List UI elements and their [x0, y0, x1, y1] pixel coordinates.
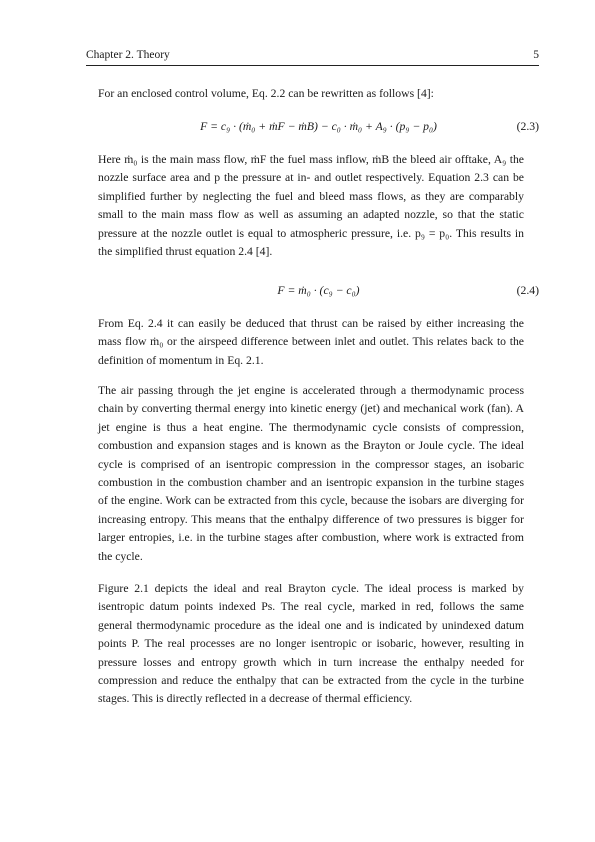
- paragraph-4-block: [98, 580, 524, 709]
- intro-paragraph: For an enclosed control volume, Eq. 2.2 can be rewritten as follows [4]:: [98, 87, 434, 100]
- equation-2-3: [98, 120, 539, 138]
- equation-2-4: [98, 284, 539, 302]
- paragraph-1-block: [98, 151, 524, 261]
- equation-2-3-number: (2.3): [516, 120, 539, 133]
- paragraph-2-block: [98, 315, 524, 370]
- equation-2-4-expression: F = ṁ₀ · (c₉ − c₀): [277, 284, 360, 297]
- running-header: [86, 49, 539, 66]
- chapter-title: Chapter 2. Theory: [86, 49, 170, 61]
- paragraph-2: From Eq. 2.4 it can easily be deduced that thrust can be raised by either increasing the mass flow ṁ₀ or the airspeed difference between inlet and outlet. This relates back to the definition of momentum in Eq. 2.1.: [98, 317, 524, 367]
- paragraph-3-block: [98, 382, 524, 566]
- intro-paragraph-block: [98, 85, 524, 103]
- page-number: 5: [533, 49, 539, 61]
- paragraph-1: Here ṁ₀ is the main mass flow, ṁF the fuel mass inflow, ṁB the bleed air offtake, A₉ the nozzle surface area and p the pressure at in- and outlet respectively. Equation 2.3 can be simplified further by neglecting the fuel and bleed mass flows, as they are comparably small to the main mass flow as well as assuming an adapted nozzle, so that the static pressure at the nozzle outlet is equal to atmospheric pressure, i.e. p₉ = p₀. This results in the simplified thrust equation 2.4 [4].: [98, 153, 524, 259]
- equation-2-4-number: (2.4): [516, 284, 539, 297]
- paragraph-4: Figure 2.1 depicts the ideal and real Brayton cycle. The ideal process is marked by isentropic datum points indexed Ps. The real cycle, marked in red, follows the same general thermodynamic procedure as the ideal one and is indicated by unindexed datum points P. The real processes are no longer isentropic or isobaric, however, resulting in pressure losses and entropy growth which in turn increase the enthalpy needed for compression and reduce the enthalpy that can be extracted from the cycle in the turbine stages. This is directly reflected in a decrease of thermal efficiency.: [98, 582, 524, 706]
- paragraph-3: The air passing through the jet engine is accelerated through a thermodynamic process chain by converting thermal energy into kinetic energy (jet) and mechanical work (fan). A jet engine is thus a heat engine. The thermodynamic cycle consists of compression, combustion and expansion stages and is known as the Brayton or Joule cycle. The ideal cycle is comprised of an isentropic compression in the compressor stages, an isobaric combustion in the combustion chamber and an isentropic expansion in the turbine stages of the engine. Work can be extracted from this cycle, because the isobars are diverging for increasing entropy. This means that the enthalpy difference of two pressures is bigger for larger entropies, i.e. in the turbine stages after combustion, where work is extracted from the cycle.: [98, 384, 524, 563]
- equation-2-3-expression: F = c₉ · (ṁ₀ + ṁF − ṁB) − c₀ · ṁ₀ + A₉ · (p₉ − p₀): [200, 120, 437, 133]
